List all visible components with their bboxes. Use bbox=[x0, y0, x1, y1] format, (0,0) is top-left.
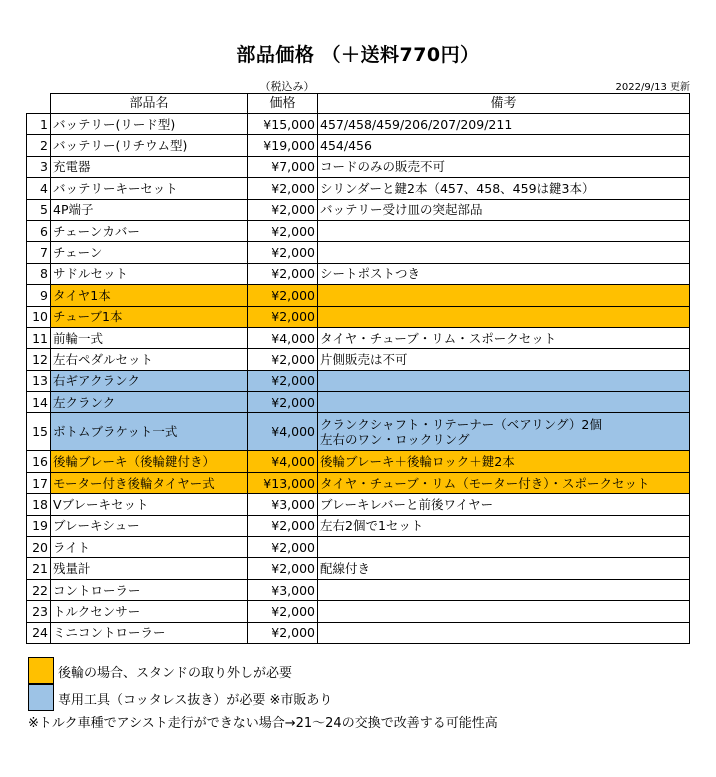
part-remark bbox=[318, 601, 690, 622]
page-title: 部品価格 （＋送料770円） bbox=[236, 44, 480, 66]
table-row bbox=[27, 392, 690, 413]
part-remark: 454/456 bbox=[318, 135, 690, 156]
table-row bbox=[27, 178, 690, 199]
table-row bbox=[27, 494, 690, 515]
part-price: ¥2,000 bbox=[248, 285, 318, 306]
table-row bbox=[27, 558, 690, 579]
part-price: ¥4,000 bbox=[248, 327, 318, 348]
parts-table-body bbox=[27, 114, 690, 644]
part-price: ¥2,000 bbox=[248, 622, 318, 643]
row-number: 4 bbox=[27, 178, 51, 199]
part-remark bbox=[318, 413, 690, 451]
part-name: バッテリーキーセット bbox=[51, 178, 248, 199]
part-price: ¥2,000 bbox=[248, 220, 318, 241]
table-row bbox=[27, 413, 690, 451]
part-remark: バッテリー受け皿の突起部品 bbox=[318, 199, 690, 220]
table-row bbox=[27, 135, 690, 156]
row-number: 16 bbox=[27, 451, 51, 472]
row-number: 17 bbox=[27, 472, 51, 493]
part-name: タイヤ1本 bbox=[51, 285, 248, 306]
part-name: モーター付き後輪タイヤー式 bbox=[51, 472, 248, 493]
row-number: 5 bbox=[27, 199, 51, 220]
part-price: ¥2,000 bbox=[248, 242, 318, 263]
row-number: 10 bbox=[27, 306, 51, 327]
header-price: 価格 bbox=[248, 94, 318, 114]
row-number: 14 bbox=[27, 392, 51, 413]
row-number: 8 bbox=[27, 263, 51, 284]
table-row bbox=[27, 622, 690, 643]
part-name: ボトムブラケット一式 bbox=[51, 413, 248, 451]
part-price: ¥2,000 bbox=[248, 370, 318, 391]
part-price: ¥2,000 bbox=[248, 392, 318, 413]
part-price: ¥2,000 bbox=[248, 263, 318, 284]
row-number: 22 bbox=[27, 579, 51, 600]
part-remark: シートポストつき bbox=[318, 263, 690, 284]
update-date: 2022/9/13 更新 bbox=[615, 82, 690, 93]
legend-blue-swatch bbox=[28, 684, 54, 711]
table-row bbox=[27, 370, 690, 391]
table-row bbox=[27, 349, 690, 370]
part-price: ¥2,000 bbox=[248, 601, 318, 622]
part-price: ¥2,000 bbox=[248, 515, 318, 536]
part-name: 左クランク bbox=[51, 392, 248, 413]
table-row bbox=[27, 327, 690, 348]
table-row bbox=[27, 515, 690, 536]
part-name: チェーンカバー bbox=[51, 220, 248, 241]
row-number: 18 bbox=[27, 494, 51, 515]
part-price: ¥2,000 bbox=[248, 349, 318, 370]
part-remark bbox=[318, 579, 690, 600]
part-remark: 457/458/459/206/207/209/211 bbox=[318, 114, 690, 135]
legend-orange-swatch bbox=[28, 657, 54, 684]
footnote: ※トルク車種でアシスト走行ができない場合→21～24の交換で改善する可能性高 bbox=[28, 716, 498, 731]
part-name: 充電器 bbox=[51, 156, 248, 177]
part-name: ミニコントローラー bbox=[51, 622, 248, 643]
row-number: 9 bbox=[27, 285, 51, 306]
row-number: 19 bbox=[27, 515, 51, 536]
part-name: ブレーキシュー bbox=[51, 515, 248, 536]
part-name: Vブレーキセット bbox=[51, 494, 248, 515]
part-remark bbox=[318, 622, 690, 643]
legend-blue-text: 専用工具（コッタレス抜き）が必要 ※市販あり bbox=[58, 693, 333, 708]
part-remark: 左右2個で1セット bbox=[318, 515, 690, 536]
table-row bbox=[27, 263, 690, 284]
part-name: 右ギアクランク bbox=[51, 370, 248, 391]
part-name: ライト bbox=[51, 537, 248, 558]
part-remark bbox=[318, 285, 690, 306]
table-row bbox=[27, 306, 690, 327]
tax-note: （税込み） bbox=[259, 80, 315, 93]
row-number: 20 bbox=[27, 537, 51, 558]
part-remark bbox=[318, 242, 690, 263]
row-number: 13 bbox=[27, 370, 51, 391]
part-remark: 後輪ブレーキ＋後輪ロック＋鍵2本 bbox=[318, 451, 690, 472]
table-row bbox=[27, 579, 690, 600]
part-remark bbox=[318, 370, 690, 391]
row-number: 7 bbox=[27, 242, 51, 263]
table-row bbox=[27, 451, 690, 472]
part-name: バッテリー(リチウム型) bbox=[51, 135, 248, 156]
part-price: ¥4,000 bbox=[248, 413, 318, 451]
part-price: ¥2,000 bbox=[248, 199, 318, 220]
row-number: 2 bbox=[27, 135, 51, 156]
part-price: ¥2,000 bbox=[248, 537, 318, 558]
part-remark: ブレーキレバーと前後ワイヤー bbox=[318, 494, 690, 515]
part-remark bbox=[318, 537, 690, 558]
part-remark bbox=[318, 220, 690, 241]
header-remark: 備考 bbox=[318, 94, 690, 114]
part-name: 4P端子 bbox=[51, 199, 248, 220]
table-row bbox=[27, 472, 690, 493]
table-row bbox=[27, 285, 690, 306]
part-name: 左右ペダルセット bbox=[51, 349, 248, 370]
part-name: 前輪一式 bbox=[51, 327, 248, 348]
part-remark-line: クランクシャフト・リテーナー（ベアリング）2個 bbox=[320, 416, 602, 432]
part-price: ¥4,000 bbox=[248, 451, 318, 472]
table-row bbox=[27, 601, 690, 622]
part-price: ¥2,000 bbox=[248, 306, 318, 327]
header-no bbox=[27, 94, 51, 114]
part-name: 残量計 bbox=[51, 558, 248, 579]
part-price: ¥19,000 bbox=[248, 135, 318, 156]
row-number: 1 bbox=[27, 114, 51, 135]
part-name: コントローラー bbox=[51, 579, 248, 600]
table-row bbox=[27, 156, 690, 177]
row-number: 3 bbox=[27, 156, 51, 177]
table-row bbox=[27, 114, 690, 135]
table-row bbox=[27, 199, 690, 220]
part-name: トルクセンサー bbox=[51, 601, 248, 622]
header-part-name: 部品名 bbox=[51, 94, 248, 114]
row-number: 23 bbox=[27, 601, 51, 622]
legend-orange-text: 後輪の場合、スタンドの取り外しが必要 bbox=[58, 666, 293, 681]
part-price: ¥7,000 bbox=[248, 156, 318, 177]
part-remark-line: 左右のワン・ロックリング bbox=[320, 431, 470, 447]
part-remark bbox=[318, 392, 690, 413]
part-remark: コードのみの販売不可 bbox=[318, 156, 690, 177]
part-name: サドルセット bbox=[51, 263, 248, 284]
row-number: 6 bbox=[27, 220, 51, 241]
table-header-row bbox=[27, 94, 690, 114]
part-price: ¥3,000 bbox=[248, 494, 318, 515]
table-row bbox=[27, 242, 690, 263]
table-row bbox=[27, 220, 690, 241]
part-price: ¥3,000 bbox=[248, 579, 318, 600]
row-number: 21 bbox=[27, 558, 51, 579]
parts-price-table bbox=[26, 93, 690, 644]
part-name: チューブ1本 bbox=[51, 306, 248, 327]
part-remark bbox=[318, 306, 690, 327]
part-price: ¥15,000 bbox=[248, 114, 318, 135]
row-number: 15 bbox=[27, 413, 51, 451]
row-number: 11 bbox=[27, 327, 51, 348]
part-remark: タイヤ・チューブ・リム・スポークセット bbox=[318, 327, 690, 348]
part-price: ¥13,000 bbox=[248, 472, 318, 493]
row-number: 24 bbox=[27, 622, 51, 643]
part-remark: シリンダーと鍵2本（457、458、459は鍵3本） bbox=[318, 178, 690, 199]
part-price: ¥2,000 bbox=[248, 178, 318, 199]
part-name: チェーン bbox=[51, 242, 248, 263]
part-remark: タイヤ・チューブ・リム（モーター付き）・スポークセット bbox=[318, 472, 690, 493]
part-price: ¥2,000 bbox=[248, 558, 318, 579]
table-row bbox=[27, 537, 690, 558]
part-name: バッテリー(リード型) bbox=[51, 114, 248, 135]
row-number: 12 bbox=[27, 349, 51, 370]
part-name: 後輪ブレーキ（後輪鍵付き） bbox=[51, 451, 248, 472]
part-remark: 配線付き bbox=[318, 558, 690, 579]
part-remark: 片側販売は不可 bbox=[318, 349, 690, 370]
